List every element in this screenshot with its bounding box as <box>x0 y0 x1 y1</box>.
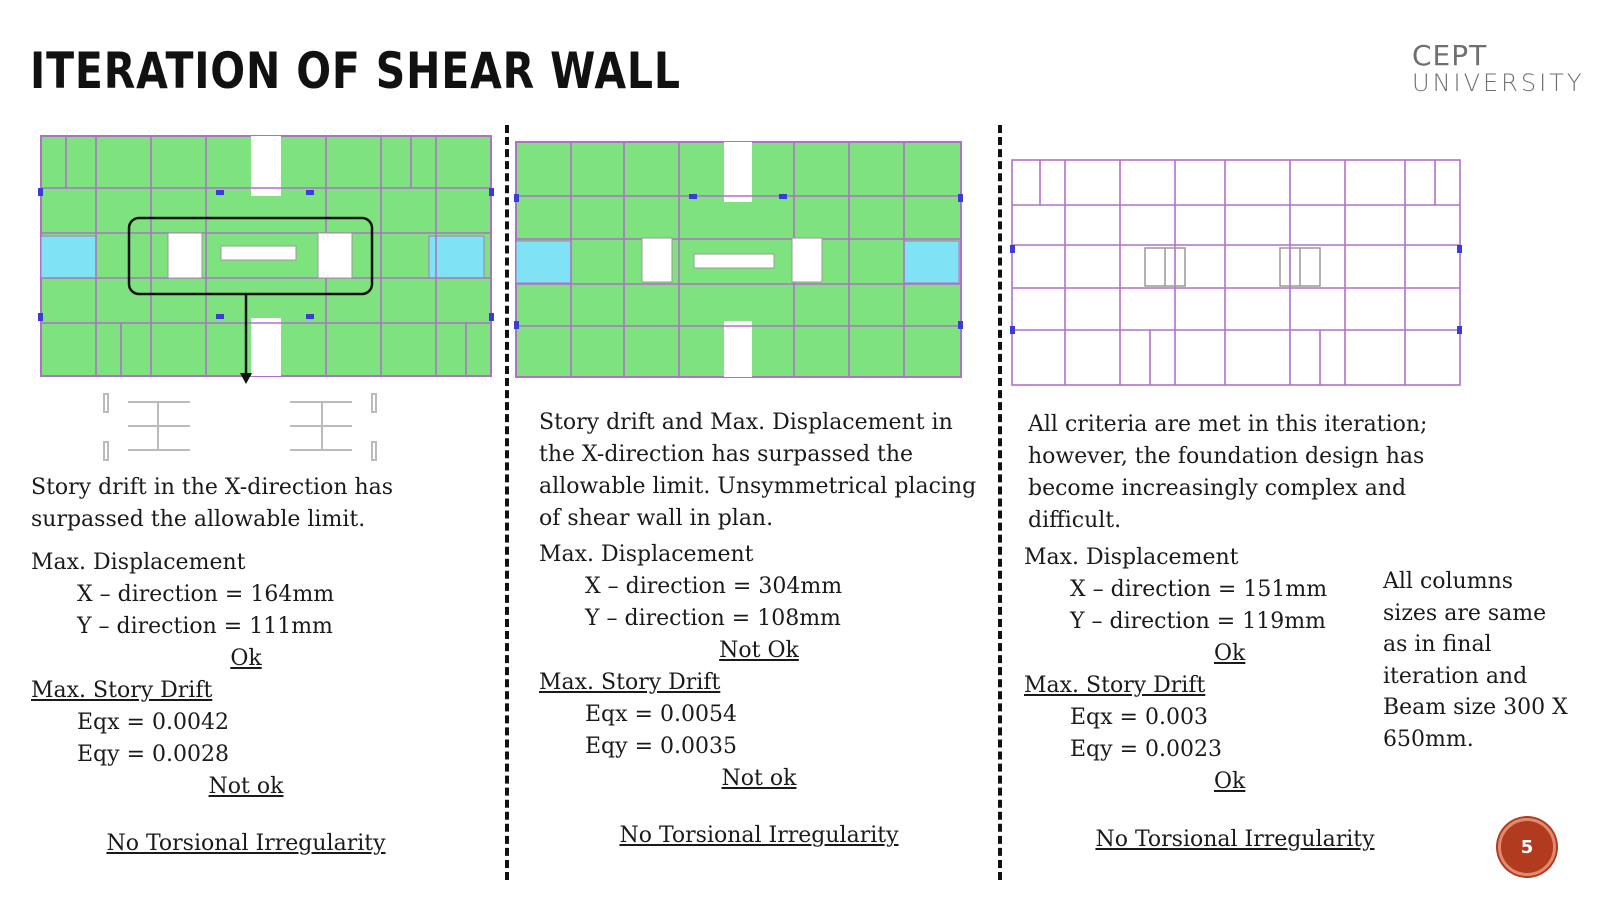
drift-eqx: Eqx = 0.003 <box>1070 705 1208 730</box>
drift-status: Not ok <box>721 766 797 791</box>
drift-eqy: Eqy = 0.0023 <box>1070 737 1222 762</box>
floor-plan-iteration-2 <box>514 126 964 386</box>
slide-title: ITERATION OF SHEAR WALL <box>30 42 681 100</box>
displacement-status: Ok <box>230 646 262 671</box>
side-note: All columns sizes are same as in final iteration and Beam size 300 X 650mm. <box>1383 569 1568 752</box>
shear-wall-detail-sketch <box>100 390 390 465</box>
column-divider-1 <box>505 125 509 880</box>
drift-status: Not ok <box>208 774 284 799</box>
drift-eqx: Eqx = 0.0054 <box>585 702 737 727</box>
drift-status: Ok <box>1214 769 1246 794</box>
floor-plan-iteration-3 <box>1010 150 1465 390</box>
logo-line-1: CEPT <box>1412 39 1488 72</box>
iteration-3-description: All criteria are met in this iteration; however, the foundation design has become increasingly complex and difficult. <box>1028 412 1428 533</box>
max-story-drift-label: Max. Story Drift <box>539 670 721 695</box>
floor-plan-iteration-1 <box>36 118 496 398</box>
logo-line-2: UNIVERSITY <box>1412 69 1585 97</box>
displacement-x: X – direction = 304mm <box>585 574 843 599</box>
displacement-x: X – direction = 151mm <box>1070 577 1328 602</box>
iteration-1-torsion: No Torsional Irregularity <box>106 831 386 856</box>
max-displacement-label: Max. Displacement <box>539 542 754 567</box>
iteration-3-results <box>1024 542 1444 798</box>
iteration-2-description: Story drift and Max. Displacement in the X-direction has surpassed the allowable limit. Unsymmetrical placing of shear wall in plan. <box>539 410 977 531</box>
max-story-drift-label: Max. Story Drift <box>31 678 213 703</box>
max-displacement-label: Max. Displacement <box>31 550 246 575</box>
displacement-status: Ok <box>1214 641 1246 666</box>
max-story-drift-label: Max. Story Drift <box>1024 673 1206 698</box>
page-number-badge: 5 <box>1498 818 1556 876</box>
drift-eqx: Eqx = 0.0042 <box>77 710 229 735</box>
max-displacement-label: Max. Displacement <box>1024 545 1239 570</box>
displacement-status: Not Ok <box>719 638 799 663</box>
iteration-3-torsion: No Torsional Irregularity <box>1095 827 1375 852</box>
displacement-y: Y – direction = 108mm <box>585 606 841 631</box>
drift-eqy: Eqy = 0.0035 <box>585 734 737 759</box>
displacement-y: Y – direction = 119mm <box>1070 609 1326 634</box>
displacement-y: Y – direction = 111mm <box>77 614 333 639</box>
cept-university-logo <box>1412 39 1585 102</box>
displacement-x: X – direction = 164mm <box>77 582 335 607</box>
iteration-2-torsion: No Torsional Irregularity <box>619 823 899 848</box>
iteration-1-results <box>31 547 461 803</box>
drift-eqy: Eqy = 0.0028 <box>77 742 229 767</box>
iteration-1-description: Story drift in the X-direction has surpassed the allowable limit. <box>31 475 394 532</box>
iteration-2-results <box>539 539 979 795</box>
column-divider-2 <box>998 125 1002 880</box>
